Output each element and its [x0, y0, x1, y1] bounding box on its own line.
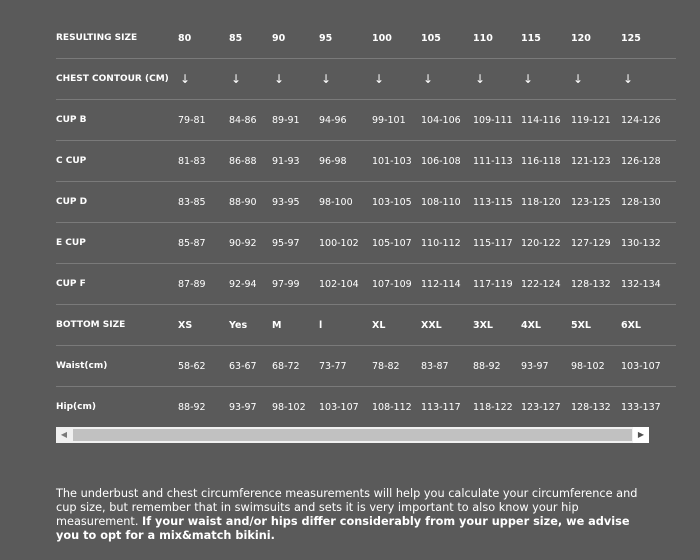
table-cell: 63-67 — [229, 346, 272, 387]
table-cell: M — [272, 305, 319, 346]
table-cell: 90-92 — [229, 223, 272, 264]
row-label: E CUP — [56, 223, 178, 264]
table-cell: 110 — [473, 18, 521, 59]
table-cell: 119-121 — [571, 100, 621, 141]
table-cell: 105 — [421, 18, 473, 59]
table-cell: 109-111 — [473, 100, 521, 141]
size-table-row — [56, 387, 676, 428]
table-cell: 128-132 — [571, 264, 621, 305]
table-cell: 99-101 — [372, 100, 421, 141]
row-label: Waist(cm) — [56, 346, 178, 387]
row-label: CUP B — [56, 100, 178, 141]
table-cell: 93-95 — [272, 182, 319, 223]
size-table-row — [56, 305, 676, 346]
size-table-row — [56, 141, 676, 182]
table-cell: 93-97 — [521, 346, 571, 387]
table-cell: 95 — [319, 18, 372, 59]
arrow-down-icon: ↓ — [272, 59, 319, 100]
table-cell: 123-127 — [521, 401, 561, 413]
table-cell: 106-108 — [421, 141, 473, 182]
table-cell: 125 — [621, 18, 676, 59]
arrow-down-icon: ↓ — [421, 59, 473, 100]
table-cell: 100 — [372, 18, 421, 59]
table-cell: 58-62 — [178, 346, 229, 387]
table-cell: XS — [178, 305, 229, 346]
table-cell: 126-128 — [621, 141, 676, 182]
table-cell: 102-104 — [319, 264, 372, 305]
table-cell: 83-85 — [178, 182, 229, 223]
table-cell: 95-97 — [272, 223, 319, 264]
table-cell: 93-97 — [229, 401, 257, 413]
table-cell: 128-130 — [621, 182, 676, 223]
table-cell: 88-90 — [229, 182, 272, 223]
row-label: CUP F — [56, 264, 178, 305]
table-cell: 113-115 — [473, 182, 521, 223]
table-cell: 97-99 — [272, 264, 319, 305]
arrow-down-icon: ↓ — [521, 59, 571, 100]
table-cell: 133-137 — [621, 401, 661, 413]
size-guide-note — [56, 487, 646, 543]
table-cell: 118-120 — [521, 182, 571, 223]
arrow-right-icon[interactable]: ▶ — [633, 427, 649, 443]
size-table-row — [56, 100, 676, 141]
arrow-down-icon: ↓ — [229, 59, 272, 100]
row-label: CUP D — [56, 182, 178, 223]
table-cell: 115 — [521, 18, 571, 59]
table-cell: 3XL — [473, 305, 521, 346]
table-cell: 103-105 — [372, 182, 421, 223]
table-cell: 120 — [571, 18, 621, 59]
table-cell: Yes — [229, 305, 272, 346]
row-label: CHEST CONTOUR (CM) — [56, 59, 178, 100]
row-label: C CUP — [56, 141, 178, 182]
table-cell: 84-86 — [229, 100, 272, 141]
table-cell: 79-81 — [178, 100, 229, 141]
arrow-down-icon: ↓ — [319, 59, 372, 100]
table-cell: 107-109 — [372, 264, 421, 305]
table-cell: 105-107 — [372, 223, 421, 264]
size-table-row — [56, 18, 676, 59]
size-table-row — [56, 346, 676, 387]
table-cell: 101-103 — [372, 141, 421, 182]
table-cell: 68-72 — [272, 346, 319, 387]
arrow-left-icon[interactable]: ◀ — [56, 427, 72, 443]
size-table-row — [56, 59, 676, 100]
table-cell: 116-118 — [521, 141, 571, 182]
table-cell: 92-94 — [229, 264, 272, 305]
table-cell: l — [319, 305, 372, 346]
table-cell: 80 — [178, 18, 229, 59]
table-cell: 132-134 — [621, 264, 676, 305]
table-cell: 6XL — [621, 305, 676, 346]
arrow-down-icon: ↓ — [473, 59, 521, 100]
table-cell: 111-113 — [473, 141, 521, 182]
note-bold-text: If your waist and/or hips differ considerably from your upper size, we advise you to opt for a mix&match bikini. — [56, 515, 630, 543]
table-cell: 103-107 — [621, 346, 676, 387]
table-cell: 123-125 — [571, 182, 621, 223]
table-cell: 87-89 — [178, 264, 229, 305]
table-cell: 85 — [229, 18, 272, 59]
horizontal-scrollbar[interactable] — [56, 427, 649, 443]
scrollbar-thumb[interactable] — [73, 429, 632, 441]
table-cell: 89-91 — [272, 100, 319, 141]
table-cell: 122-124 — [521, 264, 571, 305]
table-cell: 104-106 — [421, 100, 473, 141]
arrow-down-icon: ↓ — [372, 59, 421, 100]
table-cell: 100-102 — [319, 223, 372, 264]
table-cell: 83-87 — [421, 346, 473, 387]
table-cell: 81-83 — [178, 141, 229, 182]
row-label: Hip(cm) — [56, 402, 96, 412]
table-cell: 88-92 — [178, 401, 206, 413]
table-cell: 115-117 — [473, 223, 521, 264]
size-table-row — [56, 182, 676, 223]
table-cell: 91-93 — [272, 141, 319, 182]
table-cell: 114-116 — [521, 100, 571, 141]
table-cell: 117-119 — [473, 264, 521, 305]
row-label: RESULTING SIZE — [56, 18, 178, 59]
table-cell: 96-98 — [319, 141, 372, 182]
table-cell: 4XL — [521, 305, 571, 346]
table-cell: 112-114 — [421, 264, 473, 305]
table-cell: 98-102 — [272, 401, 306, 413]
size-table — [56, 18, 676, 427]
size-table-row — [56, 223, 676, 264]
size-table-container — [56, 18, 661, 426]
table-cell: 5XL — [571, 305, 621, 346]
arrow-down-icon: ↓ — [178, 59, 229, 100]
table-cell: 108-110 — [421, 182, 473, 223]
table-cell: 118-122 — [473, 401, 513, 413]
arrow-down-icon: ↓ — [571, 59, 621, 100]
table-cell: 86-88 — [229, 141, 272, 182]
table-cell: 128-132 — [571, 401, 611, 413]
table-cell: 78-82 — [372, 346, 421, 387]
table-cell: 90 — [272, 18, 319, 59]
table-cell: 98-102 — [571, 346, 621, 387]
table-cell: 124-126 — [621, 100, 676, 141]
table-cell: 103-107 — [319, 401, 359, 413]
table-cell: XL — [372, 305, 421, 346]
arrow-down-icon: ↓ — [621, 59, 676, 100]
table-cell: 88-92 — [473, 346, 521, 387]
table-cell: XXL — [421, 305, 473, 346]
note-text: The underbust and chest circumference measurements will help you calculate your circumference and cup size, but remember that in swimsuits and sets it is very important to also know your hip measurement. — [56, 487, 638, 529]
table-cell: 127-129 — [571, 223, 621, 264]
table-cell: 108-112 — [372, 401, 412, 413]
row-label: BOTTOM SIZE — [56, 305, 178, 346]
table-cell: 121-123 — [571, 141, 621, 182]
table-cell: 110-112 — [421, 223, 473, 264]
table-cell: 98-100 — [319, 182, 372, 223]
table-cell: 130-132 — [621, 223, 676, 264]
table-cell: 120-122 — [521, 223, 571, 264]
table-cell: 85-87 — [178, 223, 229, 264]
size-table-row — [56, 264, 676, 305]
table-cell: 113-117 — [421, 401, 461, 413]
table-cell: 73-77 — [319, 346, 372, 387]
table-cell: 94-96 — [319, 100, 372, 141]
